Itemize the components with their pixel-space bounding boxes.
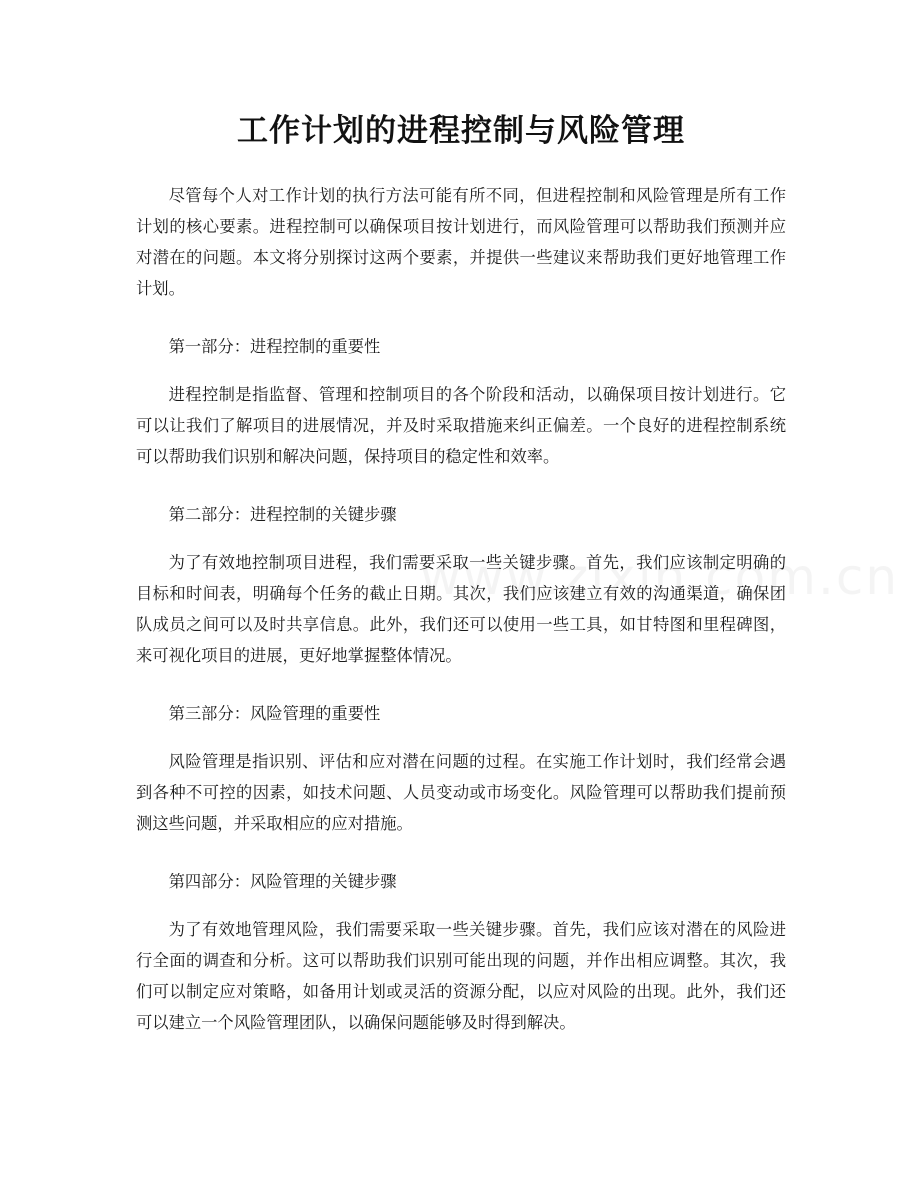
document-body [136, 180, 786, 1038]
document-title: 工作计划的进程控制与风险管理 [237, 113, 685, 149]
section-heading-3: 第三部分：风险管理的重要性 [168, 704, 381, 723]
intro-paragraph: 尽管每个人对工作计划的执行方法可能有所不同，但进程控制和风险管理是所有工作计划的核心要素。进程控制可以确保项目按计划进行，而风险管理可以帮助我们预测并应对潜在的问题。本文将分别探讨这两个要素，并提供一些建议来帮助我们更好地管理工作计划。 [136, 186, 786, 298]
section-3-paragraph: 风险管理是指识别、评估和应对潜在问题的过程。在实施工作计划时，我们经常会遇到各种不可控的因素，如技术问题、人员变动或市场变化。风险管理可以帮助我们提前预测这些问题，并采取相应的应对措施。 [136, 752, 786, 833]
section-1-paragraph: 进程控制是指监督、管理和控制项目的各个阶段和活动，以确保项目按计划进行。它可以让我们了解项目的进展情况，并及时采取措施来纠正偏差。一个良好的进程控制系统可以帮助我们识别和解决问题，保持项目的稳定性和效率。 [136, 385, 786, 466]
section-heading-1: 第一部分：进程控制的重要性 [168, 337, 381, 356]
section-4-paragraph: 为了有效地管理风险，我们需要采取一些关键步骤。首先，我们应该对潜在的风险进行全面的调查和分析。这可以帮助我们识别可能出现的问题，并作出相应调整。其次，我们可以制定应对策略，如备用计划或灵活的资源分配，以应对风险的出现。此外，我们还可以建立一个风险管理团队，以确保问题能够及时得到解决。 [136, 920, 786, 1032]
section-heading-2: 第二部分：进程控制的关键步骤 [168, 505, 397, 524]
section-heading-4: 第四部分：风险管理的关键步骤 [168, 872, 397, 891]
section-2-paragraph: 为了有效地控制项目进程，我们需要采取一些关键步骤。首先，我们应该制定明确的目标和时间表，明确每个任务的截止日期。其次，我们应该建立有效的沟通渠道，确保团队成员之间可以及时共享信息。此外，我们还可以使用一些工具，如甘特图和里程碑图，来可视化项目的进展，更好地掌握整体情况。 [136, 553, 786, 665]
